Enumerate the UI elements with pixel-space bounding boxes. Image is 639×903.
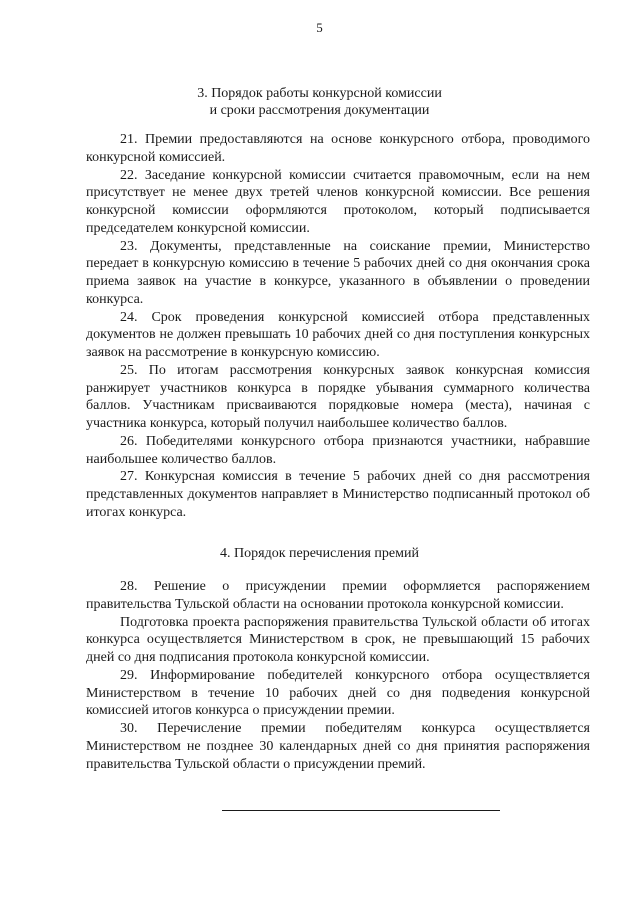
end-rule [222,810,500,811]
paragraph-25: 25. По итогам рассмотрения конкурсных заявок конкурсная комиссия ранжирует участников конкурса в порядке убывания суммарного количества баллов. Участникам присваиваются порядковые номера (места), начиная с участника конкурса, который получил наибольшее количество баллов. [86,362,590,431]
page-number: 5 [316,20,323,35]
paragraph-27: 27. Конкурсная комиссия в течение 5 рабочих дней со дня рассмотрения представленных документов направляет в Министерство подписанный протокол об итогах конкурса. [86,469,590,520]
section-3-title-line-1: 3. Порядок работы конкурсной комиссии [197,86,442,101]
paragraph-30: 30. Перечисление премии победителям конкурса осуществляется Министерством не позднее 30 календарных дней со дня принятия распоряжения правительства Тульской области о присуждении премий. [86,721,590,772]
paragraph-23: 23. Документы, представленные на соискание премии, Министерство передает в конкурсную комиссию в течение 5 рабочих дней со дня окончания срока приема заявок на участие в конкурсе, указанного в объявлении о проведении конкурса. [86,238,590,307]
paragraph-29: 29. Информирование победителей конкурсного отбора осуществляется Министерством в течение 10 рабочих дней со дня подведения конкурсной комиссией итогов конкурса о присуждении премии. [86,667,590,719]
section-4-title: 4. Порядок перечисления премий [220,546,419,561]
section-4-heading [0,545,639,562]
section-3-title-line-2: и сроки рассмотрения документации [209,103,430,118]
paragraph-24: 24. Срок проведения конкурсной комиссией отбора представленных документов не должен превышать 10 рабочих дней со дня поступления конкурсных заявок на рассмотрение в конкурсную комиссию. [86,309,590,360]
paragraph-28: 28. Решение о присуждении премии оформляется распоряжением правительства Тульской области на основании протокола конкурсной комиссии. [86,579,590,612]
paragraph-22: 22. Заседание конкурсной комиссии считается правомочным, если на нем присутствует не менее двух третей членов конкурсной комиссии. Все решения конкурсной комиссии оформляются протоколом, который подписывается председателем конкурсной комиссии. [86,167,590,236]
section-3-heading [0,85,639,119]
paragraph-26: 26. Победителями конкурсного отбора признаются участники, набравшие наибольшее количество баллов. [86,433,590,467]
section-4-body [86,578,590,773]
section-3-body [86,131,590,522]
paragraph-21: 21. Премии предоставляются на основе конкурсного отбора, проводимого конкурсной комиссией. [86,132,590,165]
paragraph-28-continued: Подготовка проекта распоряжения правительства Тульской области об итогах конкурса осуществляется Министерством в срок, не превышающий 15 рабочих дней со дня подписания протокола конкурсной комиссии. [86,614,590,665]
